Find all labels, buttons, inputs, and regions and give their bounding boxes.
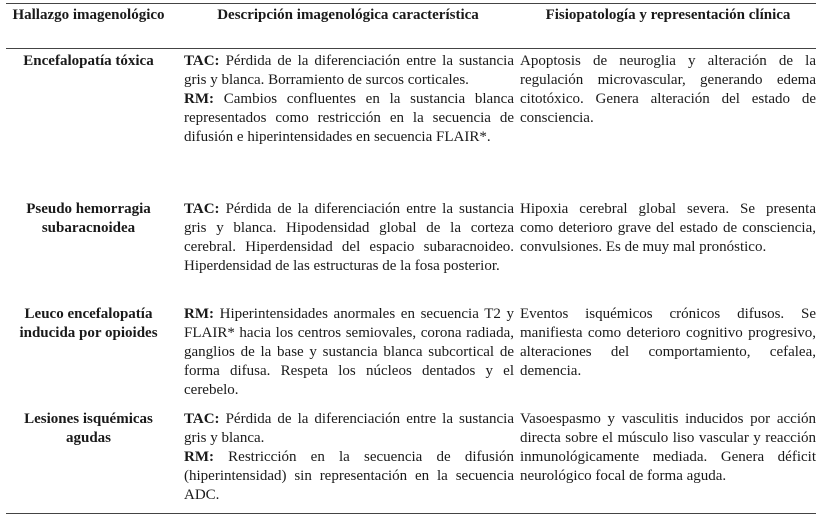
description-cell [184,52,514,147]
modality-label: RM: [184,91,214,108]
modality-label: TAC: [184,53,220,69]
table-top-rule [6,3,816,4]
description-text: Pérdida de la diferenciación entre la sustancia gris y blanca. Borramiento de surcos corticales. [184,53,514,89]
header-clinical: Fisiopatología y representación clínica [545,7,791,23]
header-description: Descripción imagenológica característica [217,7,479,23]
finding-cell: Leuco encefalopatía inducida por opioides [19,306,158,342]
description-cell [184,200,514,276]
description-text: Pérdida de la diferenciación entre la sustancia gris y blanca. [184,411,514,447]
description-text: Restricción en la secuencia de difusión (hiperintensidad) sin representación en la secuencia ADC. [184,449,514,504]
finding-cell: Encefalopatía tóxica [23,53,154,69]
table-bottom-rule [6,513,816,514]
description-text: Pérdida de la diferenciación entre la sustancia gris y blanca. Hipodensidad global de la corteza cerebral. Hiperdensidad del espacio subaracnoideo. Hiperdensidad de las estructuras de la fosa posterior. [184,201,514,275]
description-cell [184,305,514,400]
clinical-cell: Eventos isquémicos crónicos difusos. Se manifiesta como deterioro cognitivo progresivo, alteraciones del comportamiento, cefalea, demencia. [520,306,816,380]
clinical-cell: Hipoxia cerebral global severa. Se presenta como deterioro grave del estado de consciencia, convulsiones. Es de muy mal pronóstico. [520,201,816,256]
finding-cell: Lesiones isquémicas agudas [24,411,153,447]
modality-label: TAC: [184,201,220,217]
header-finding: Hallazgo imagenológico [12,7,165,23]
modality-label: RM: [184,306,214,322]
table-header-rule [6,48,816,49]
clinical-cell: Apoptosis de neuroglia y alteración de la regulación microvascular, generando edema citotóxico. Genera alteración del estado de consciencia. [520,53,816,127]
finding-cell: Pseudo hemorragia subaracnoidea [26,201,151,237]
modality-label: TAC: [184,411,220,427]
description-text: Cambios confluentes en la sustancia blanca representados como restricción en la secuencia de difusión e hiperintensidades en secuencia FLAIR*. [184,91,514,146]
clinical-cell: Vasoespasmo y vasculitis inducidos por acción directa sobre el músculo liso vascular y reacción inmunológicamente mediada. Genera déficit neurológico focal de forma aguda. [520,411,816,485]
description-cell [184,410,514,505]
modality-label: RM: [184,449,214,466]
description-text: Hiperintensidades anormales en secuencia T2 y FLAIR* hacia los centros semiovales, corona radiada, ganglios de la base y sustancia blanca subcortical de forma difusa. Respeta los núcleos dentados y el cerebelo. [184,306,514,399]
